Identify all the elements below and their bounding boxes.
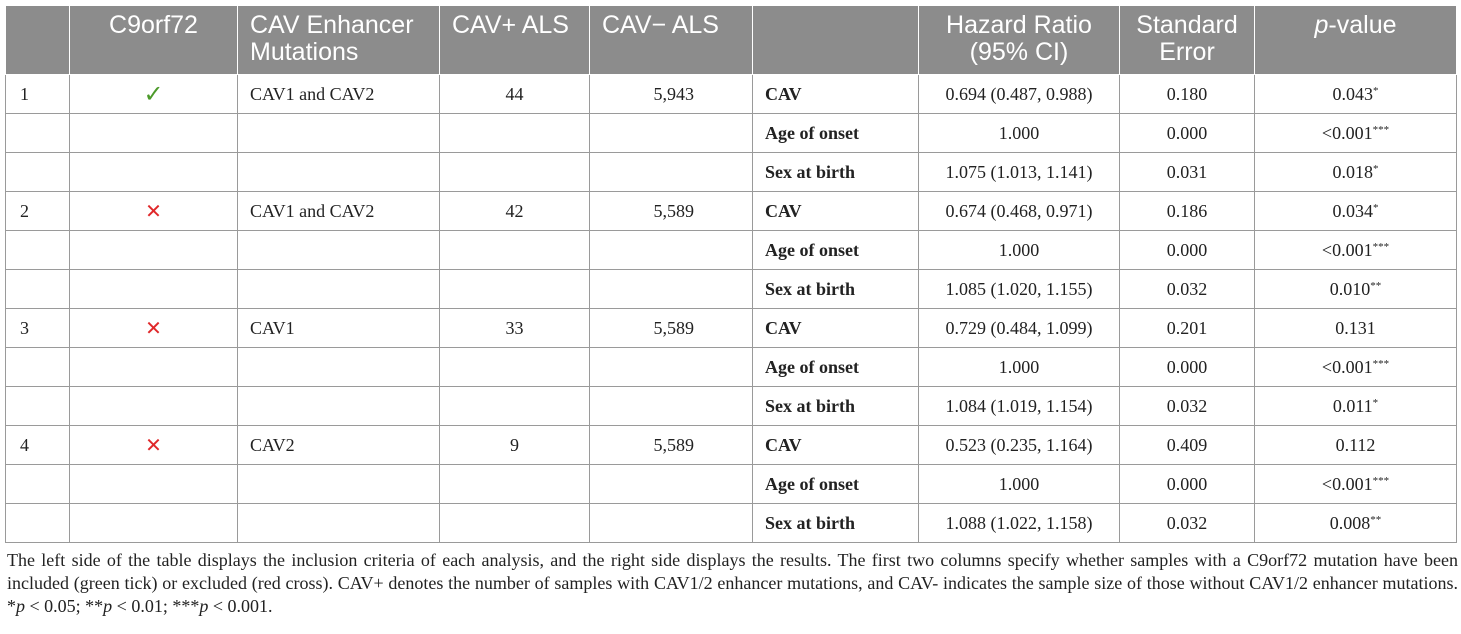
standard-error-cell: 0.000	[1120, 114, 1255, 153]
cav-neg-count-cell	[590, 270, 753, 309]
hazard-ratio-cell: 0.523 (0.235, 1.164)	[919, 426, 1120, 465]
header-term	[753, 6, 919, 75]
significance-stars: **	[1370, 279, 1382, 292]
header-cav-neg-als: CAV− ALS	[590, 6, 753, 75]
p-value-cell	[1255, 192, 1457, 231]
check-icon: ✓	[143, 80, 164, 108]
hazard-ratio-cell: 1.075 (1.013, 1.141)	[919, 153, 1120, 192]
p-value-text: <0.001	[1321, 473, 1373, 494]
p-value-text: <0.001	[1321, 356, 1373, 377]
hazard-ratio-cell: 1.084 (1.019, 1.154)	[919, 387, 1120, 426]
mutations-cell	[238, 231, 440, 270]
p-value-cell	[1255, 504, 1457, 543]
mutations-cell: CAV1 and CAV2	[238, 75, 440, 114]
table-row	[6, 153, 1457, 192]
cav-neg-count-cell: 5,589	[590, 426, 753, 465]
hazard-ratio-cell: 0.729 (0.484, 1.099)	[919, 309, 1120, 348]
header-p-value	[1255, 6, 1457, 75]
table-row	[6, 504, 1457, 543]
p-value-text: 0.018	[1332, 161, 1373, 182]
term-cell: Age of onset	[753, 231, 919, 270]
standard-error-cell: 0.032	[1120, 270, 1255, 309]
c9orf72-status-cell	[70, 465, 238, 504]
significance-stars: **	[1370, 513, 1382, 526]
term-cell: CAV	[753, 309, 919, 348]
table-row	[6, 426, 1457, 465]
p-value-text: 0.010	[1329, 278, 1371, 299]
significance-stars: ***	[1372, 123, 1390, 136]
p-value-text: 0.043	[1332, 83, 1373, 104]
term-cell: Age of onset	[753, 348, 919, 387]
cav-pos-count-cell	[440, 231, 590, 270]
standard-error-cell: 0.032	[1120, 387, 1255, 426]
cav-pos-count-cell	[440, 348, 590, 387]
cross-icon: ✕	[145, 199, 162, 223]
hazard-ratio-cell: 1.085 (1.020, 1.155)	[919, 270, 1120, 309]
mutations-cell	[238, 348, 440, 387]
cav-pos-count-cell	[440, 465, 590, 504]
standard-error-cell: 0.409	[1120, 426, 1255, 465]
cav-pos-count-cell: 9	[440, 426, 590, 465]
cav-neg-count-cell: 5,943	[590, 75, 753, 114]
analysis-number-cell: 2	[6, 192, 70, 231]
p-value-cell	[1255, 75, 1457, 114]
analysis-number-cell: 4	[6, 426, 70, 465]
p-value-text: 0.008	[1329, 512, 1371, 533]
hazard-ratio-cell: 0.694 (0.487, 0.988)	[919, 75, 1120, 114]
analysis-number-cell	[6, 153, 70, 192]
table-row	[6, 270, 1457, 309]
term-cell: Sex at birth	[753, 153, 919, 192]
hazard-ratio-cell: 1.000	[919, 114, 1120, 153]
header-cav-pos-als: CAV+ ALS	[440, 6, 590, 75]
analysis-number-cell	[6, 465, 70, 504]
hazard-ratio-cell: 1.000	[919, 465, 1120, 504]
hazard-ratio-cell: 1.088 (1.022, 1.158)	[919, 504, 1120, 543]
term-cell: Age of onset	[753, 114, 919, 153]
analysis-number-cell: 3	[6, 309, 70, 348]
significance-stars: *	[1372, 396, 1379, 409]
hazard-ratio-cell: 1.000	[919, 348, 1120, 387]
analysis-number-cell	[6, 270, 70, 309]
standard-error-cell: 0.000	[1120, 348, 1255, 387]
cav-pos-count-cell: 42	[440, 192, 590, 231]
results-table-body	[6, 75, 1457, 543]
term-cell: CAV	[753, 75, 919, 114]
c9orf72-status-cell	[70, 114, 238, 153]
c9orf72-status-cell	[70, 426, 238, 465]
c9orf72-status-cell	[70, 309, 238, 348]
cav-pos-count-cell: 44	[440, 75, 590, 114]
hazard-ratio-cell: 1.000	[919, 231, 1120, 270]
p-value-cell	[1255, 387, 1457, 426]
table-row	[6, 192, 1457, 231]
analysis-number-cell	[6, 387, 70, 426]
hazard-ratio-cell: 0.674 (0.468, 0.971)	[919, 192, 1120, 231]
c9orf72-status-cell	[70, 387, 238, 426]
results-table-container	[5, 5, 1456, 618]
cross-icon: ✕	[145, 316, 162, 340]
c9orf72-status-cell	[70, 348, 238, 387]
analysis-number-cell: 1	[6, 75, 70, 114]
term-cell: Sex at birth	[753, 504, 919, 543]
cav-neg-count-cell	[590, 153, 753, 192]
standard-error-cell: 0.000	[1120, 231, 1255, 270]
table-row	[6, 231, 1457, 270]
cross-icon: ✕	[145, 433, 162, 457]
cav-pos-count-cell	[440, 504, 590, 543]
significance-stars: ***	[1372, 357, 1390, 370]
header-row	[6, 6, 1457, 75]
analysis-number-cell	[6, 114, 70, 153]
mutations-cell	[238, 387, 440, 426]
cav-neg-count-cell: 5,589	[590, 309, 753, 348]
cav-pos-count-cell	[440, 114, 590, 153]
mutations-cell	[238, 465, 440, 504]
header-cav-enhancer-mutations: CAV Enhancer Mutations	[238, 6, 440, 75]
c9orf72-status-cell	[70, 153, 238, 192]
header-p-value-rest: -value	[1328, 11, 1397, 39]
cav-pos-count-cell	[440, 387, 590, 426]
p-value-cell	[1255, 465, 1457, 504]
analysis-number-cell	[6, 348, 70, 387]
mutations-cell	[238, 270, 440, 309]
cav-neg-count-cell	[590, 348, 753, 387]
cav-neg-count-cell	[590, 114, 753, 153]
mutations-cell	[238, 114, 440, 153]
p-value-cell	[1255, 426, 1457, 465]
header-p-value-italic: p	[1314, 11, 1329, 39]
p-value-text: 0.034	[1332, 200, 1373, 221]
p-value-text: 0.131	[1335, 317, 1376, 338]
table-row	[6, 114, 1457, 153]
standard-error-cell: 0.031	[1120, 153, 1255, 192]
p-value-text: <0.001	[1321, 122, 1373, 143]
mutations-cell: CAV1	[238, 309, 440, 348]
cav-pos-count-cell: 33	[440, 309, 590, 348]
table-row	[6, 309, 1457, 348]
mutations-cell: CAV2	[238, 426, 440, 465]
c9orf72-status-cell	[70, 192, 238, 231]
table-row	[6, 348, 1457, 387]
header-standard-error: Standard Error	[1120, 6, 1255, 75]
significance-stars: *	[1373, 162, 1379, 175]
significance-stars: *	[1373, 84, 1379, 97]
p-value-cell	[1255, 114, 1457, 153]
significance-stars: ***	[1372, 474, 1390, 487]
header-c9orf72: C9orf72	[70, 6, 238, 75]
term-cell: Sex at birth	[753, 270, 919, 309]
table-row	[6, 465, 1457, 504]
cav-neg-count-cell	[590, 231, 753, 270]
header-hazard-ratio: Hazard Ratio (95% CI)	[919, 6, 1120, 75]
p-value-cell	[1255, 153, 1457, 192]
cav-neg-count-cell	[590, 387, 753, 426]
standard-error-cell: 0.000	[1120, 465, 1255, 504]
c9orf72-status-cell	[70, 75, 238, 114]
cav-neg-count-cell: 5,589	[590, 192, 753, 231]
significance-stars: *	[1373, 201, 1379, 214]
term-cell: Age of onset	[753, 465, 919, 504]
standard-error-cell: 0.186	[1120, 192, 1255, 231]
p-value-cell	[1255, 270, 1457, 309]
p-value-cell	[1255, 309, 1457, 348]
mutations-cell	[238, 153, 440, 192]
mutations-cell: CAV1 and CAV2	[238, 192, 440, 231]
significance-stars: ***	[1372, 240, 1390, 253]
p-value-cell	[1255, 231, 1457, 270]
p-value-text: 0.112	[1335, 434, 1376, 455]
cav-neg-count-cell	[590, 504, 753, 543]
cav-pos-count-cell	[440, 153, 590, 192]
c9orf72-status-cell	[70, 270, 238, 309]
cav-neg-count-cell	[590, 465, 753, 504]
c9orf72-status-cell	[70, 504, 238, 543]
results-table	[5, 5, 1457, 543]
cav-pos-count-cell	[440, 270, 590, 309]
c9orf72-status-cell	[70, 231, 238, 270]
standard-error-cell: 0.180	[1120, 75, 1255, 114]
p-value-text: <0.001	[1321, 239, 1373, 260]
standard-error-cell: 0.032	[1120, 504, 1255, 543]
table-row	[6, 387, 1457, 426]
table-caption: The left side of the table displays the inclusion criteria of each analysis, and the right side displays the results. The first two columns specify whether samples with a C9orf72 mutation have been included (green tick) or excluded (red cross). CAV+ denotes the number of samples with CAV1/2 enhancer mutations, and CAV- indicates the sample size of those without CAV1/2 enhancer mutations. *p < 0.05; **p < 0.01; ***p < 0.001.	[7, 550, 1458, 616]
mutations-cell	[238, 504, 440, 543]
analysis-number-cell	[6, 231, 70, 270]
term-cell: Sex at birth	[753, 387, 919, 426]
term-cell: CAV	[753, 426, 919, 465]
standard-error-cell: 0.201	[1120, 309, 1255, 348]
p-value-text: 0.011	[1332, 395, 1373, 416]
analysis-number-cell	[6, 504, 70, 543]
p-value-cell	[1255, 348, 1457, 387]
header-row-number	[6, 6, 70, 75]
term-cell: CAV	[753, 192, 919, 231]
table-row	[6, 75, 1457, 114]
